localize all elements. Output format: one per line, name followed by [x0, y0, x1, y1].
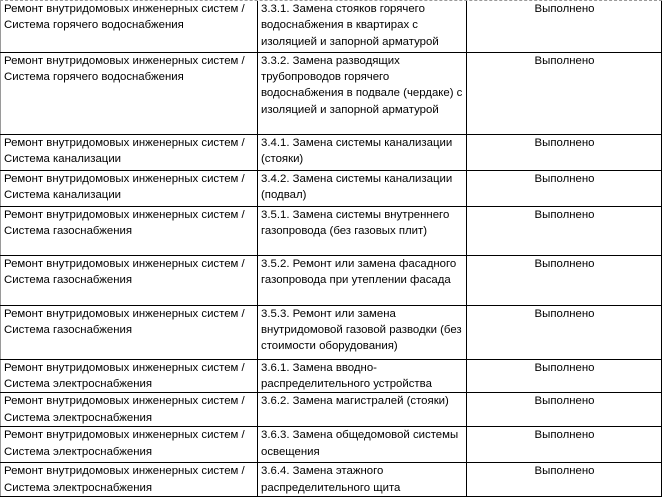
work-cell: 3.5.1. Замена системы внутреннего газопровода (без газовых плит) [258, 206, 467, 255]
work-cell: 3.4.1. Замена системы канализации (стояки) [258, 134, 467, 170]
work-cell: 3.6.2. Замена магистралей (стояки) [258, 393, 467, 427]
table-row [1, 255, 662, 305]
table-row [1, 1, 662, 52]
category-cell: Ремонт внутридомовых инженерных систем / Система горячего водоснабжения [1, 52, 258, 134]
category-cell: Ремонт внутридомовых инженерных систем / Система газоснабжения [1, 255, 258, 305]
status-cell: Выполнено [467, 463, 662, 497]
work-cell: 3.5.2. Ремонт или замена фасадного газопровода при утеплении фасада [258, 255, 467, 305]
category-cell: Ремонт внутридомовых инженерных систем / Система газоснабжения [1, 206, 258, 255]
category-cell: Ремонт внутридомовых инженерных систем / Система газоснабжения [1, 305, 258, 359]
table-row [1, 206, 662, 255]
status-cell: Выполнено [467, 255, 662, 305]
status-cell: Выполнено [467, 359, 662, 393]
status-cell: Выполнено [467, 206, 662, 255]
work-cell: 3.3.1. Замена стояков горячего водоснабжения в квартирах с изоляцией и запорной арматурой [258, 1, 467, 52]
category-cell: Ремонт внутридомовых инженерных систем / Система канализации [1, 134, 258, 170]
category-cell: Ремонт внутридомовых инженерных систем / Система электроснабжения [1, 359, 258, 393]
category-cell: Ремонт внутридомовых инженерных систем / Система электроснабжения [1, 393, 258, 427]
status-cell: Выполнено [467, 305, 662, 359]
work-cell: 3.6.3. Замена общедомовой системы освещения [258, 427, 467, 463]
table-row [1, 170, 662, 206]
work-cell: 3.3.2. Замена разводящих трубопроводов горячего водоснабжения в подвале (чердаке) с изоляцией и запорной арматурой [258, 52, 467, 134]
work-cell: 3.4.2. Замена системы канализации (подвал) [258, 170, 467, 206]
status-cell: Выполнено [467, 170, 662, 206]
status-cell: Выполнено [467, 1, 662, 52]
works-table [0, 1, 662, 497]
work-cell: 3.6.1. Замена вводно-распределительного устройства [258, 359, 467, 393]
status-cell: Выполнено [467, 134, 662, 170]
work-cell: 3.5.3. Ремонт или замена внутридомовой газовой разводки (без стоимости оборудования) [258, 305, 467, 359]
category-cell: Ремонт внутридомовых инженерных систем / Система горячего водоснабжения [1, 1, 258, 52]
status-cell: Выполнено [467, 52, 662, 134]
table-row [1, 359, 662, 393]
table-row [1, 463, 662, 497]
category-cell: Ремонт внутридомовых инженерных систем / Система канализации [1, 170, 258, 206]
category-cell: Ремонт внутридомовых инженерных систем / Система электроснабжения [1, 463, 258, 497]
table-row [1, 393, 662, 427]
status-cell: Выполнено [467, 427, 662, 463]
table-row [1, 427, 662, 463]
table-row [1, 134, 662, 170]
status-cell: Выполнено [467, 393, 662, 427]
work-cell: 3.6.4. Замена этажного распределительного щита [258, 463, 467, 497]
table-row [1, 305, 662, 359]
table-row [1, 52, 662, 134]
category-cell: Ремонт внутридомовых инженерных систем / Система электроснабжения [1, 427, 258, 463]
